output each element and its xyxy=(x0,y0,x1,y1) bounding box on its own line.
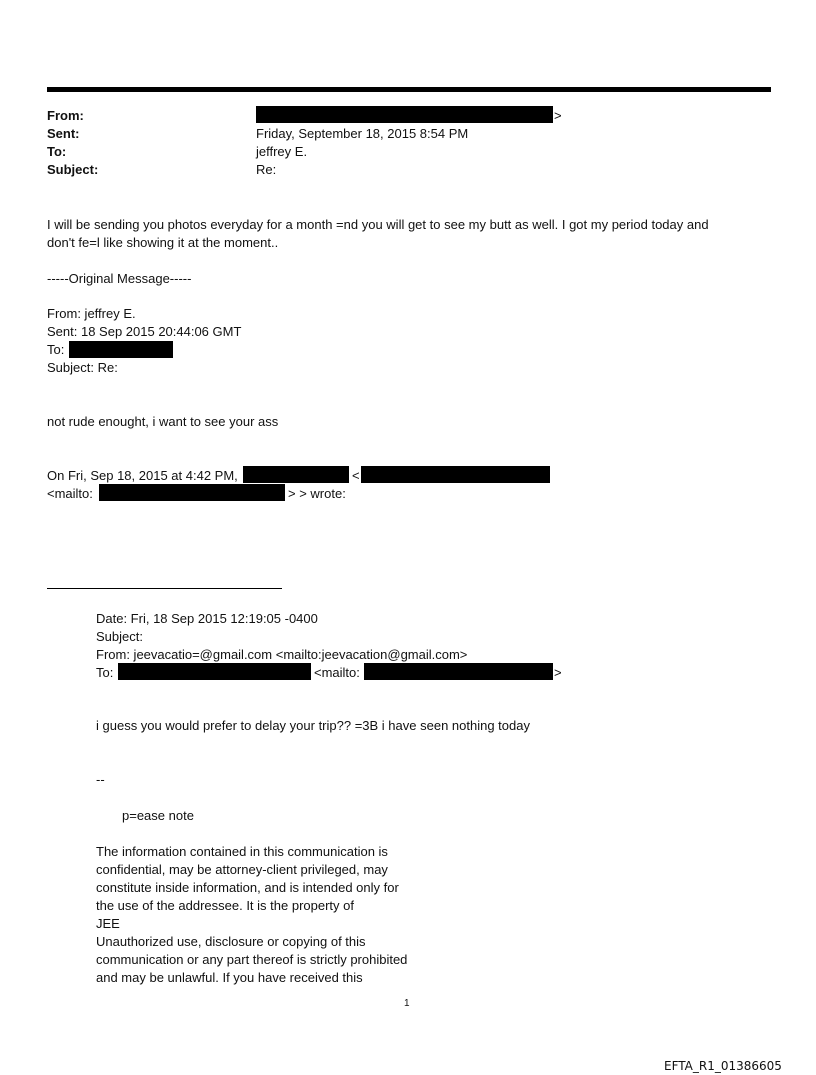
disclaimer-line: and may be unlawful. If you have received this xyxy=(96,970,363,985)
from-suffix: > xyxy=(554,108,562,123)
header-rule xyxy=(47,87,771,92)
quoted-to: To: xyxy=(96,665,114,680)
disclaimer-line: confidential, may be attorney-client privileged, may xyxy=(96,862,388,877)
disclaimer-line: The information contained in this communication is xyxy=(96,844,388,859)
redaction-block xyxy=(69,341,173,358)
original-message-divider: -----Original Message----- xyxy=(47,271,192,286)
original-message-text: not rude enought, i want to see your ass xyxy=(47,414,279,429)
body-line-1: I will be sending you photos everyday for a month =nd you will get to see my butt as well. I got my period today and xyxy=(47,217,709,232)
wrote-lt: < xyxy=(352,468,360,483)
redaction-block xyxy=(361,466,550,483)
quoted-message-text: i guess you would prefer to delay your trip?? =3B i have seen nothing today xyxy=(96,718,530,733)
redaction-block xyxy=(118,663,311,680)
quoted-from: From: jeevacatio=@gmail.com <mailto:jeevacation@gmail.com> xyxy=(96,647,468,662)
redaction-block xyxy=(256,106,553,123)
disclaimer-line: the use of the addressee. It is the property of xyxy=(96,898,354,913)
original-from: From: jeffrey E. xyxy=(47,306,136,321)
quote-separator xyxy=(47,588,282,589)
from-label: From: xyxy=(47,108,84,123)
original-subject: Subject: Re: xyxy=(47,360,118,375)
wrote-suffix: > > wrote: xyxy=(288,486,346,501)
please-note: p=ease note xyxy=(122,808,194,823)
quoted-to-mailto: <mailto: xyxy=(314,665,360,680)
wrote-prefix: On Fri, Sep 18, 2015 at 4:42 PM, xyxy=(47,468,238,483)
redaction-block xyxy=(99,484,285,501)
to-label: To: xyxy=(47,144,67,159)
disclaimer-line: Unauthorized use, disclosure or copying of this xyxy=(96,934,366,949)
redaction-block xyxy=(364,663,553,680)
subject-value: Re: xyxy=(256,162,277,177)
quoted-to-suffix: > xyxy=(554,665,562,680)
document-id: EFTA_R1_01386605 xyxy=(664,1059,782,1073)
subject-label: Subject: xyxy=(47,162,99,177)
quoted-date: Date: Fri, 18 Sep 2015 12:19:05 -0400 xyxy=(96,611,318,626)
mailto-prefix: <mailto: xyxy=(47,486,93,501)
quoted-subject: Subject: xyxy=(96,629,143,644)
disclaimer-line: communication or any part thereof is strictly prohibited xyxy=(96,952,408,967)
original-to: To: xyxy=(47,342,65,357)
body-line-2: don't fe=l like showing it at the moment.. xyxy=(47,235,279,250)
sent-label: Sent: xyxy=(47,126,80,141)
page-number: 1 xyxy=(404,998,410,1009)
signature-dash: -- xyxy=(96,772,105,787)
disclaimer-line: JEE xyxy=(96,916,120,931)
sent-value: Friday, September 18, 2015 8:54 PM xyxy=(256,126,469,141)
disclaimer-line: constitute inside information, and is intended only for xyxy=(96,880,399,895)
to-value: jeffrey E. xyxy=(256,144,308,159)
original-sent: Sent: 18 Sep 2015 20:44:06 GMT xyxy=(47,324,242,339)
redaction-block xyxy=(243,466,349,483)
